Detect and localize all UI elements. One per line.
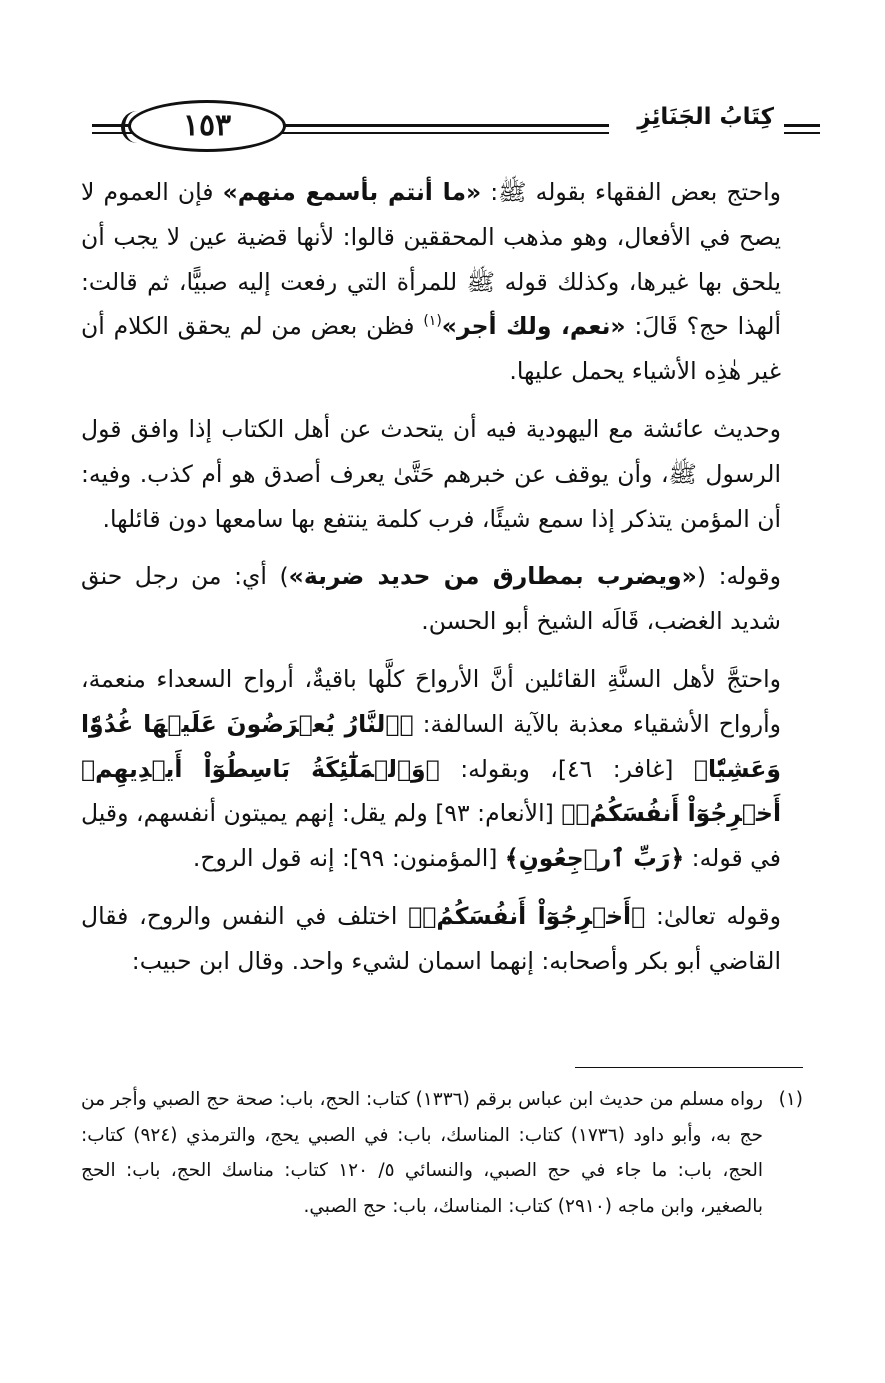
page-number-frame [128, 100, 286, 152]
main-text [81, 170, 803, 984]
hadith-quote: «ما أنتم بأسمع منهم» [222, 178, 482, 206]
hadith-quote: «ويضرب بمطارق من حديد ضربة» [288, 562, 697, 591]
quran-verse: ﴿ٱلنَّارُ يُعۡرَضُونَ عَلَيۡهَا غُدُوّٗا وَعَشِيّٗا﴾ [81, 709, 781, 783]
text-run: [المؤمنون: ٩٩]: إنه قول الروح. [192, 844, 505, 873]
text-run: فظن بعض من لم يحقق الكلام أن غير هٰذِه الأشياء يحمل عليها. [81, 312, 781, 386]
quran-verse: ﴿وَٱلۡمَلَٰٓئِكَةُ بَاسِطُوٓاْ أَيۡدِيهِمۡ أَخۡرِجُوٓاْ أَنفُسَكُمُۖ﴾ [81, 754, 782, 828]
paragraph-4 [81, 657, 803, 881]
quran-verse: ﴿رَبِّ ٱرۡجِعُونِ﴾ [504, 844, 685, 873]
text-run: وقوله: ( [696, 562, 781, 591]
book-title: كِتَابُ الجَنَائِزِ [637, 104, 774, 130]
text-run: ) أي: من رجل حنق شديد الغضب، قَالَه الشيخ أبو الحسن. [81, 562, 781, 636]
text-run: اختلف في النفس والروح، فقال القاضي أبو بكر وأصحابه: إنهما اسمان لشيء واحد. وقال ابن حبيب: [81, 901, 781, 975]
text-run: [الأنعام: ٩٣] ولم يقل: إنهم يميتون أنفسهم، وقيل في قوله: [81, 799, 781, 873]
paragraph-5 [81, 894, 803, 984]
footnote-text: رواه مسلم من حديث ابن عباس برقم (١٣٣٦) كتاب: الحج، باب: صحة حج الصبي وأجر من حج به، وأبو داود (١٧٣٦) كتاب: المناسك، باب: في الصبي يحج، والترمذي (٩٢٤) كتاب: الحج، باب: ما جاء في حج الصبي، والنسائي ٥/ ١٢٠ كتاب: مناسك الحج، باب: الحج بالصغير، وابن ماجه (٢٩١٠) كتاب: المناسك، باب: حج الصبي. [81, 1089, 763, 1217]
quran-verse: ﴿أَخۡرِجُوٓاْ أَنفُسَكُمُۖ﴾ [408, 901, 646, 930]
footnote-1 [81, 1082, 803, 1224]
footnotes [81, 1082, 803, 1224]
hadith-quote: «نعم، ولك أجر» [441, 312, 626, 341]
text-run: [غافر: ٤٦]، وبقوله: [439, 754, 694, 783]
page-number: ١٥٣ [182, 108, 232, 143]
text-run: واحتجَّ لأهل السنَّةِ القائلين أنَّ الأرواحَ كلَّها باقيةٌ، أرواح السعداء منعمة، وأرواح الأشقياء معذبة بالآية السالفة: [81, 664, 781, 738]
header-rule-middle [282, 124, 609, 127]
footnote-separator [575, 1067, 803, 1068]
header-rule-right-thin [784, 132, 820, 134]
text-run: واحتج بعض الفقهاء بقوله ﷺ: [481, 178, 781, 206]
paragraph-1 [81, 170, 803, 394]
text-run: فإن العموم لا يصح في الأفعال، وهو مذهب المحققين قالوا: لأنها قضية عين لا يجب أن يلحق بها غيرها، وكذلك قوله ﷺ للمرأة التي رفعت إليه صبيًّا، ثم قالت: ألهذا حج؟ قَالَ: [81, 178, 781, 341]
paragraph-2: وحديث عائشة مع اليهودية فيه أن يتحدث عن أهل الكتاب إذا وافق قول الرسول ﷺ، وأن يوقف عن خبرهم حَتَّىٰ يعرف أصدق هو أم كذب. وفيه: أن المؤمن يتذكر إذا سمع شيئًا، فرب كلمة ينتفع بها سامعها دون قائلها. [81, 414, 781, 533]
footnote-reference[interactable]: (١) [423, 313, 442, 330]
header-rule-right [784, 124, 820, 127]
page-header [92, 100, 820, 160]
text-run: وقوله تعالىٰ: [645, 901, 781, 930]
paragraph-3 [81, 554, 803, 644]
footnote-marker: (١) [778, 1089, 803, 1110]
header-rule-middle-thin [282, 132, 609, 134]
